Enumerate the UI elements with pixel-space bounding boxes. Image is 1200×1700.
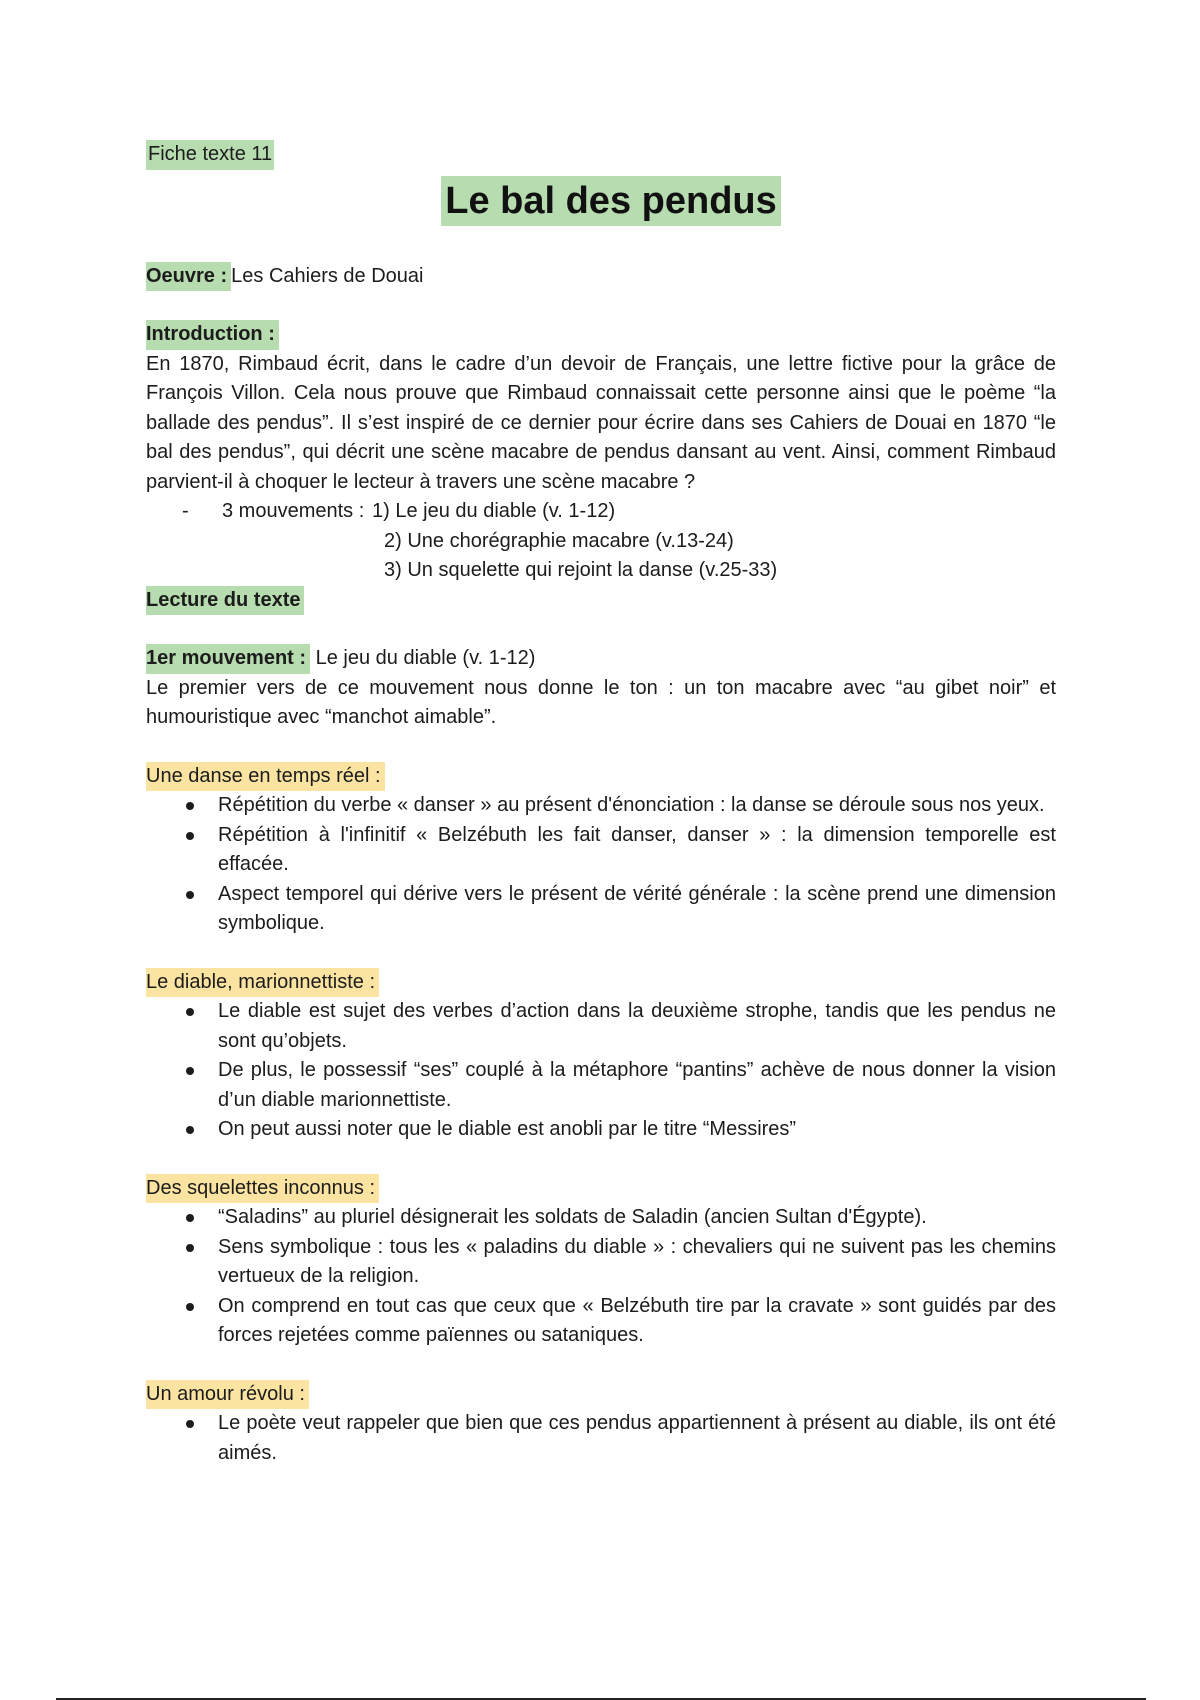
bullet-list bbox=[146, 997, 1056, 1145]
mouvement1-label: 1er mouvement : bbox=[146, 644, 310, 674]
list-item: Sens symbolique : tous les « paladins du diable » : chevaliers qui ne suivent pas les chemins vertueux de la religion. bbox=[146, 1233, 1056, 1292]
list-item: “Saladins” au pluriel désignerait les soldats de Saladin (ancien Sultan d'Égypte). bbox=[146, 1203, 1056, 1233]
list-item: Répétition à l'infinitif « Belzébuth les fait danser, danser » : la dimension temporelle est effacée. bbox=[146, 821, 1056, 880]
mouvement1-value: Le jeu du diable (v. 1-12) bbox=[315, 647, 536, 669]
list-item: Aspect temporel qui dérive vers le présent de vérité générale : la scène prend une dimension symbolique. bbox=[146, 880, 1056, 939]
fiche-label: Fiche texte 11 bbox=[146, 140, 274, 170]
dash-marker: - bbox=[182, 500, 189, 522]
oeuvre-value: Les Cahiers de Douai bbox=[231, 264, 424, 287]
mouvement1-text: Le premier vers de ce mouvement nous donne le ton : un ton macabre avec “au gibet noir” et humouristique avec “manchot aimable”. bbox=[146, 676, 1056, 728]
list-item: On peut aussi noter que le diable est anobli par le titre “Messires” bbox=[146, 1115, 1056, 1145]
bullet-list bbox=[146, 791, 1056, 939]
mouvement-item: 3) Un squelette qui rejoint la danse (v.25-33) bbox=[384, 559, 778, 581]
section-title: Une danse en temps réel : bbox=[146, 762, 385, 792]
bullet-list bbox=[146, 1203, 1056, 1351]
list-item: Répétition du verbe « danser » au présent d'énonciation : la danse se déroule sous nos yeux. bbox=[146, 791, 1056, 821]
oeuvre-label: Oeuvre : bbox=[146, 262, 231, 292]
mouvements-label: 3 mouvements : bbox=[222, 500, 365, 522]
fiche-label-row bbox=[146, 140, 1056, 170]
section-title: Un amour révolu : bbox=[146, 1380, 309, 1410]
mouvement-item: 2) Une chorégraphie macabre (v.13-24) bbox=[384, 529, 734, 552]
section-title: Des squelettes inconnus : bbox=[146, 1174, 379, 1204]
list-item: On comprend en tout cas que ceux que « Belzébuth tire par la cravate » sont guidés par des forces rejetées comme païennes ou sataniques. bbox=[146, 1292, 1056, 1351]
section-danse bbox=[146, 762, 1056, 939]
mouvement1-section bbox=[146, 644, 1056, 733]
list-item: Le poète veut rappeler que bien que ces pendus appartiennent à présent au diable, ils ont été aimés. bbox=[146, 1409, 1056, 1468]
document-page bbox=[146, 140, 1056, 1468]
page-title: Le bal des pendus bbox=[441, 176, 781, 226]
title-row bbox=[146, 176, 1056, 226]
oeuvre-line bbox=[146, 262, 1056, 292]
lecture-label: Lecture du texte bbox=[146, 586, 304, 616]
list-item: Le diable est sujet des verbes d’action dans la deuxième strophe, tandis que les pendus ne sont qu’objets. bbox=[146, 997, 1056, 1056]
section-amour bbox=[146, 1380, 1056, 1469]
introduction-section bbox=[146, 320, 1056, 615]
section-title: Le diable, marionnettiste : bbox=[146, 968, 379, 998]
section-diable bbox=[146, 968, 1056, 1145]
mouvements-row bbox=[146, 497, 1056, 527]
introduction-label: Introduction : bbox=[146, 320, 279, 350]
mouvement-item: 1) Le jeu du diable (v. 1-12) bbox=[372, 500, 616, 522]
introduction-text: En 1870, Rimbaud écrit, dans le cadre d’un devoir de Français, une lettre fictive pour la grâce de François Villon. Cela nous prouve que Rimbaud connaissait cette personne ainsi que le poème “la ballade des pendus”. Il s’est inspiré de ce dernier pour écrire dans ses Cahiers de Douai en 1870 “le bal des pendus”, qui décrit une scène macabre de pendus dansant au vent. Ainsi, comment Rimbaud parvient-il à choquer le lecteur à travers une scène macabre ? bbox=[146, 352, 1056, 493]
section-squelettes bbox=[146, 1174, 1056, 1351]
bullet-list bbox=[146, 1409, 1056, 1468]
list-item: De plus, le possessif “ses” couplé à la métaphore “pantins” achève de nous donner la vision d’un diable marionnettiste. bbox=[146, 1056, 1056, 1115]
